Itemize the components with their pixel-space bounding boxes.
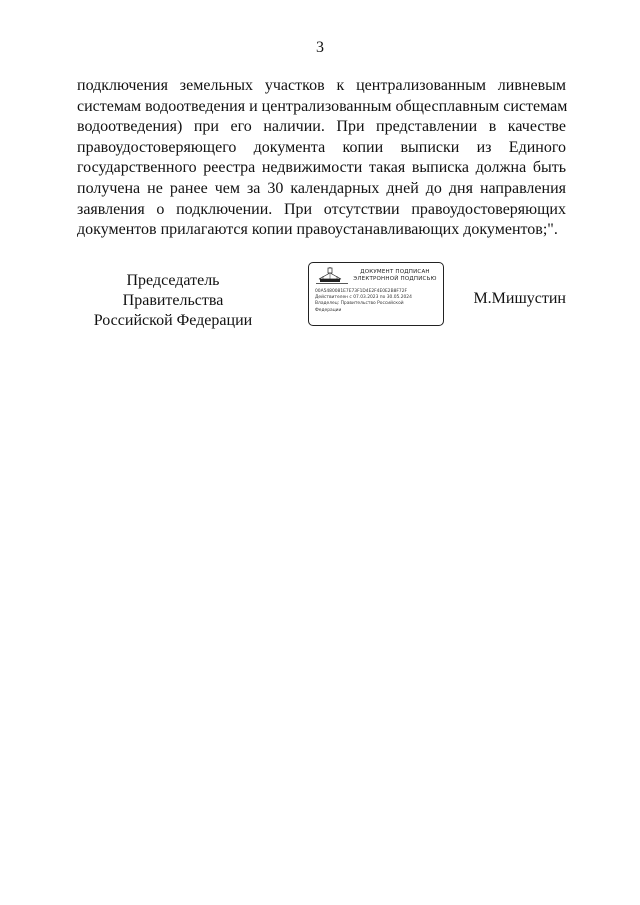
signer-name: М.Мишустин bbox=[473, 290, 566, 307]
stamp-issuer: Владелец: Правительство Российской bbox=[315, 301, 404, 307]
stamp-title-line: ДОКУМЕНТ ПОДПИСАН bbox=[360, 269, 430, 275]
body-paragraph bbox=[77, 76, 566, 241]
body-line: государственного реестра недвижимости такая выписка должна быть bbox=[77, 159, 566, 177]
body-line: правоудостоверяющего документа копии выписки из Единого bbox=[77, 138, 566, 156]
body-line: заявления о подключении. При отсутствии правоудостоверяющих bbox=[77, 200, 566, 218]
stamp-title bbox=[349, 269, 441, 282]
electronic-signature-stamp bbox=[308, 262, 444, 326]
stamp-validity: Действителен с 07.03.2023 по 30.05.2024 bbox=[315, 295, 412, 301]
body-line: документов прилагаются копии правоустанавливающих документов;". bbox=[77, 221, 558, 239]
signer-position-line: Председатель Правительства bbox=[122, 272, 224, 309]
page-number: 3 bbox=[316, 39, 324, 56]
stamp-certificate: 00A5480081E7E73F1D4E2F4E0E2B8F72F bbox=[315, 289, 408, 294]
signer-position bbox=[78, 271, 268, 331]
signer-position-line: Российской Федерации bbox=[93, 312, 253, 329]
stamp-details bbox=[315, 289, 441, 314]
body-line: системам водоотведения и централизованным общесплавным системам bbox=[77, 97, 568, 115]
coat-of-arms-icon bbox=[314, 267, 350, 285]
body-line: получена не ранее чем за 30 календарных дней до дня направления bbox=[77, 179, 566, 197]
body-line: подключения земельных участков к централизованным ливневым bbox=[77, 77, 566, 94]
body-line: водоотведения) при его наличии. При представлении в качестве bbox=[77, 118, 566, 136]
stamp-issuer: Федерации bbox=[315, 307, 342, 313]
stamp-title-line: ЭЛЕКТРОННОЙ ПОДПИСЬЮ bbox=[353, 275, 437, 282]
